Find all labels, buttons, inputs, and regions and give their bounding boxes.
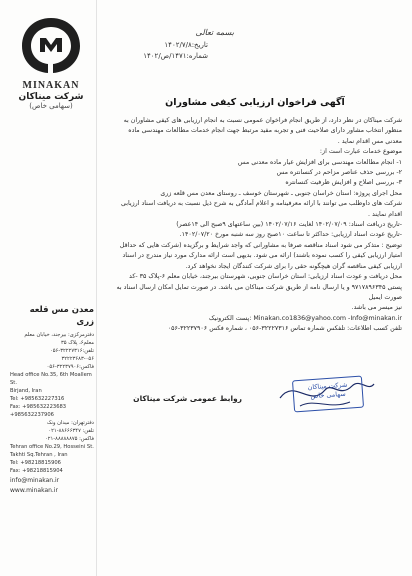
minakan-emblem-icon xyxy=(16,14,86,78)
logo-name-en: MINAKAN xyxy=(22,80,80,91)
body-line: موضوع خدمات عبارت است از: xyxy=(319,148,402,156)
email-line: Minakan.co1836@yahoo.com -Info@minakan.ir :پست الکترونیک xyxy=(208,314,402,322)
sidebar-line: Takhti Sq.Tehran , Iran xyxy=(10,452,68,458)
sidebar-website: www.minakan.ir xyxy=(10,487,58,494)
sidebar-line: +985632237906 xyxy=(10,412,54,418)
body-line: محل دریافت و عودت اسناد ارزیابی: استان خراسان جنوبی، شهرستان بیرجند، خیابان معلم ۶-پلاک ۳۵ -کد xyxy=(129,273,402,281)
stamp-line-1: شرکت میناکان xyxy=(307,380,348,392)
sidebar-line: دفترمرکزی: بیرجند، خیابان معلم xyxy=(24,332,94,338)
body-line: -تاریخ دریافت اسناد: ۱۴۰۲/۰۷/۰۹ لغایت ۱۴۰۲/۰۷/۱۶ (بین ساعتهای ۹صبح الی ۱۴عصر) xyxy=(176,221,402,229)
sidebar-line: فاکس:۳۲۲۳۷۹۰۶-۰۵۶ xyxy=(46,364,94,370)
sidebar-line: Birjand, Iran xyxy=(10,388,42,394)
sidebar-line: Fax: +98218815904 xyxy=(10,468,63,474)
margin-divider xyxy=(96,0,97,576)
body-line: منظور انتخاب مشاور دارای صلاحیت فنی و تجربه مفید مرتبط جهت انجام خدمات مطالعات مهندسی ماده xyxy=(128,127,402,135)
notice-body xyxy=(108,116,402,335)
body-line: معدنی مس اقدام نماید . xyxy=(337,137,402,145)
body-line: اقدام نمایند . xyxy=(368,210,402,218)
body-line: ارزیابی کیفی مناقصه گران هیچگونه حقی را برای شرکت کنندگان ایجاد نخواهد کرد. xyxy=(185,262,402,270)
logo-subtitle: (سهامی خاص) xyxy=(29,102,73,110)
sidebar-line: ۳۲۲۲۳۶۸۳-۰۵۶ xyxy=(61,356,94,362)
sidebar-line: Fax: +985632223683 xyxy=(10,404,67,410)
letter-date: تاریخ:۱۴۰۲/۷/۸ xyxy=(164,41,208,49)
company-stamp xyxy=(292,376,364,413)
sidebar-line: Tel: +985632227316 xyxy=(10,396,65,402)
logo-name-fa: شرکت میناکان xyxy=(18,92,84,102)
body-line: ۱- انجام مطالعات مهندسی برای افزایش عیار ماده معدنی مس xyxy=(237,158,402,166)
sidebar-line: معلم۶، پلاک ۳۵ xyxy=(61,340,94,346)
body-line: پستی ۹۷۱۷۸۹۶۳۴۵ و یا ارسال نامه از طریق شرکت میناکان می باشد. در صورت تمایل امکان ارسال اسناد به صورت ایمیل xyxy=(116,283,402,301)
body-line: نیز میسر می باشد. xyxy=(351,304,402,312)
sidebar-line: تلفن:۳۲۲۲۷۳۱۶-۰۵۶ xyxy=(49,348,94,354)
sidebar-line: Tel: +98218815906 xyxy=(10,460,61,466)
body-line: توضیح : متذکر می شود اسناد مناقصه صرفا به مشاورانی که واجد شرایط و برگزیده (شرکت هایی که حداقل xyxy=(119,241,402,249)
sidebar-line: دفترتهران: میدان ونک xyxy=(46,420,94,426)
body-line: ۳- بررسی اصلاح و افزایش ظرفیت کنسانتره xyxy=(285,179,402,187)
sidebar-line: فاکس: ۸۸۸۸۸۸۷۵-۰۲۱ xyxy=(44,436,94,442)
sidebar-line: Head office No.35, 6th Moallem St. xyxy=(10,372,92,386)
body-line: شرکت های داوطلب می توانند با ارائه معرفینامه و اعلام آمادگی به شرح ذیل نسبت به دریافت اسناد ارزیابی xyxy=(120,200,402,208)
sidebar-heading: معدن مس قلعه زری xyxy=(29,305,94,327)
company-logo xyxy=(8,14,94,110)
sidebar-line: Tehran office No.29, Hosseini St. xyxy=(10,444,94,450)
letter-meta xyxy=(143,40,208,62)
body-line: شرکت میناکان در نظر دارد، از طریق انجام فراخوان عمومی نسبت به انجام ارزیابی های کیفی مشاوران به xyxy=(123,117,402,124)
sidebar-email: info@minakan.ir xyxy=(10,477,60,484)
body-line: ۲- بررسی حذف عناصر مزاحم در کنسانتره مس xyxy=(276,169,402,177)
notice-title: آگهی فراخوان ارزیابی کیفی مشاوران xyxy=(165,97,345,108)
sidebar-contact xyxy=(10,304,94,495)
public-relations-signoff: روابط عمومی شرکت میناکان xyxy=(133,394,242,403)
body-line: محل اجرای پروژه: استان خراسان جنوبی ـ شهرستان خوسف ـ روستای معدن مس قلعه زری xyxy=(160,189,402,197)
phone-line: تلفن کسب اطلاعات: تلفکس شماره تماس ۳۲۲۲۷۳۱۶-۰۵۶ ، شماره فکس ۳۲۲۳۷۹۰۶-۰۵۶ xyxy=(167,325,402,333)
stamp-line-2: سهامی خاص xyxy=(310,389,346,401)
sidebar-line: تلفن: ۸۸۶۶۶۳۴۷-۰۲۱ xyxy=(48,428,94,434)
basmala-heading: بسمه تعالی xyxy=(195,28,234,37)
body-line: امتیاز ارزیابی کیفی را کسب نموده باشند) ارائه می شود. بدیهی است ارائه مدارک مورد نیاز مندرج در اسناد xyxy=(122,252,402,260)
body-line: -تاریخ عودت اسناد ارزیابی: حداکثر تا ساعت ۱۰صبح روز سه شنبه مورخ ۱۴۰۲/۰۷/۲۰. xyxy=(179,231,402,239)
letter-number: شماره:۱۴۷۱/ص/۱۴۰۲ xyxy=(143,52,208,60)
